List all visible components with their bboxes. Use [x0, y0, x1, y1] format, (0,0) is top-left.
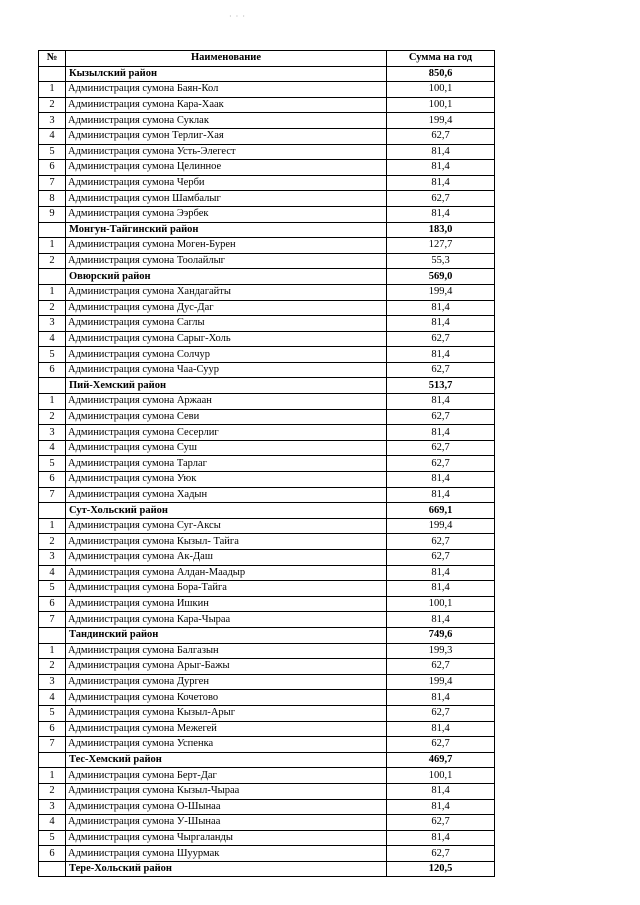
row-sum: 62,7: [387, 409, 495, 425]
row-sum: 81,4: [387, 206, 495, 222]
row-name: Администрация сумона Кызыл-Чыраа: [66, 783, 387, 799]
row-sum: 81,4: [387, 487, 495, 503]
district-row: [39, 503, 495, 519]
row-number: 2: [39, 253, 66, 269]
row-name: Администрация сумона Кочетово: [66, 690, 387, 706]
row-sum: 62,7: [387, 362, 495, 378]
row-name: Администрация сумона Кара-Хаак: [66, 97, 387, 113]
row-number: 7: [39, 737, 66, 753]
row-sum: 62,7: [387, 705, 495, 721]
row-name: Администрация сумона Усть-Элегест: [66, 144, 387, 160]
table-row: [39, 97, 495, 113]
table-row: [39, 238, 495, 254]
row-name: Администрация сумона Моген-Бурен: [66, 238, 387, 254]
row-name: Тес-Хемский район: [66, 752, 387, 768]
row-sum: 81,4: [387, 144, 495, 160]
row-number: 5: [39, 830, 66, 846]
table-row: [39, 705, 495, 721]
row-number: 1: [39, 643, 66, 659]
row-name: Администрация сумона Черби: [66, 175, 387, 191]
row-name: Администрация сумона Ээрбек: [66, 206, 387, 222]
row-number: 7: [39, 487, 66, 503]
row-name: Администрация сумона Севи: [66, 409, 387, 425]
row-number: 4: [39, 440, 66, 456]
row-number: [39, 752, 66, 768]
row-name: Администрация сумона Ишкин: [66, 596, 387, 612]
row-sum: 81,4: [387, 316, 495, 332]
row-name: Администрация сумона Хадын: [66, 487, 387, 503]
row-sum: 669,1: [387, 503, 495, 519]
table-row: [39, 846, 495, 862]
row-sum: 100,1: [387, 596, 495, 612]
row-name: Монгун-Тайгинский район: [66, 222, 387, 238]
row-sum: 81,4: [387, 721, 495, 737]
row-name: Кызылский район: [66, 66, 387, 82]
row-number: 5: [39, 144, 66, 160]
table-row: [39, 737, 495, 753]
row-number: [39, 269, 66, 285]
table-row: [39, 82, 495, 98]
row-number: 5: [39, 347, 66, 363]
row-sum: 62,7: [387, 534, 495, 550]
row-name: Администрация сумона Арыг-Бажы: [66, 659, 387, 675]
row-number: 1: [39, 768, 66, 784]
row-sum: 199,4: [387, 284, 495, 300]
district-row: [39, 66, 495, 82]
row-name: Администрация сумона Дус-Даг: [66, 300, 387, 316]
row-sum: 81,4: [387, 830, 495, 846]
row-number: 2: [39, 659, 66, 675]
row-name: Администрация сумона Кара-Чыраа: [66, 612, 387, 628]
row-name: Тандинский район: [66, 627, 387, 643]
row-sum: 81,4: [387, 472, 495, 488]
row-sum: 569,0: [387, 269, 495, 285]
row-number: 9: [39, 206, 66, 222]
header-number: №: [39, 51, 66, 67]
table-row: [39, 565, 495, 581]
row-number: [39, 627, 66, 643]
row-sum: 199,4: [387, 113, 495, 129]
table-row: [39, 144, 495, 160]
district-row: [39, 752, 495, 768]
row-sum: 100,1: [387, 97, 495, 113]
row-number: 5: [39, 705, 66, 721]
row-number: 7: [39, 612, 66, 628]
row-number: 3: [39, 799, 66, 815]
row-name: Администрация сумона Межегей: [66, 721, 387, 737]
row-sum: 81,4: [387, 799, 495, 815]
table-row: [39, 253, 495, 269]
row-sum: 81,4: [387, 175, 495, 191]
row-number: 4: [39, 128, 66, 144]
table-row: [39, 160, 495, 176]
row-name: Администрация сумона О-Шынаа: [66, 799, 387, 815]
row-sum: 81,4: [387, 347, 495, 363]
table-row: [39, 206, 495, 222]
row-name: Администрация сумона Ак-Даш: [66, 550, 387, 566]
table-row: [39, 362, 495, 378]
header-name: Наименование: [66, 51, 387, 67]
table-row: [39, 596, 495, 612]
row-sum: 62,7: [387, 456, 495, 472]
table-row: [39, 472, 495, 488]
row-sum: 850,6: [387, 66, 495, 82]
table-row: [39, 674, 495, 690]
table-row: [39, 394, 495, 410]
row-number: 2: [39, 534, 66, 550]
row-number: 6: [39, 846, 66, 862]
row-number: 4: [39, 690, 66, 706]
row-number: [39, 861, 66, 877]
row-sum: 127,7: [387, 238, 495, 254]
row-number: 3: [39, 316, 66, 332]
row-sum: 81,4: [387, 565, 495, 581]
row-name: Администрация сумона Сесерлиг: [66, 425, 387, 441]
row-sum: 199,4: [387, 674, 495, 690]
row-name: Администрация сумона Балгазын: [66, 643, 387, 659]
row-sum: 81,4: [387, 581, 495, 597]
table-row: [39, 799, 495, 815]
row-sum: 81,4: [387, 160, 495, 176]
table-row: [39, 300, 495, 316]
row-number: 4: [39, 565, 66, 581]
row-number: 7: [39, 175, 66, 191]
row-number: [39, 503, 66, 519]
row-number: 2: [39, 783, 66, 799]
district-row: [39, 222, 495, 238]
table-row: [39, 815, 495, 831]
row-sum: 81,4: [387, 690, 495, 706]
table-row: [39, 830, 495, 846]
row-number: 3: [39, 425, 66, 441]
budget-table: [38, 50, 495, 877]
row-name: Администрация сумона Дурген: [66, 674, 387, 690]
table-row: [39, 581, 495, 597]
page-mark: · · ·: [229, 12, 246, 21]
table-row: [39, 409, 495, 425]
table-row: [39, 128, 495, 144]
table-row: [39, 440, 495, 456]
row-number: 6: [39, 721, 66, 737]
table-row: [39, 768, 495, 784]
row-number: [39, 222, 66, 238]
row-number: 4: [39, 331, 66, 347]
row-sum: 62,7: [387, 550, 495, 566]
row-number: 1: [39, 82, 66, 98]
row-name: Администрация сумона Саглы: [66, 316, 387, 332]
table-row: [39, 643, 495, 659]
row-name: Администрация сумона Тарлаг: [66, 456, 387, 472]
row-number: 3: [39, 113, 66, 129]
row-name: Администрация сумона У-Шынаа: [66, 815, 387, 831]
row-number: 6: [39, 160, 66, 176]
table-header-row: [39, 51, 495, 67]
row-name: Администрация сумона Аржаан: [66, 394, 387, 410]
row-name: Администрация сумона Чаа-Суур: [66, 362, 387, 378]
row-number: [39, 66, 66, 82]
district-row: [39, 627, 495, 643]
row-name: Администрация сумона Успенка: [66, 737, 387, 753]
row-number: 6: [39, 472, 66, 488]
row-name: Администрация сумона Целинное: [66, 160, 387, 176]
row-sum: 62,7: [387, 737, 495, 753]
table-body: [39, 66, 495, 877]
row-name: Сут-Хольский район: [66, 503, 387, 519]
row-sum: 199,3: [387, 643, 495, 659]
row-name: Администрация сумона Шуурмак: [66, 846, 387, 862]
row-number: 3: [39, 550, 66, 566]
row-sum: 100,1: [387, 768, 495, 784]
row-sum: 62,7: [387, 440, 495, 456]
row-number: 5: [39, 581, 66, 597]
row-name: Тере-Хольский район: [66, 861, 387, 877]
row-sum: 81,4: [387, 783, 495, 799]
row-number: 6: [39, 362, 66, 378]
row-name: Администрация сумона Хандагайты: [66, 284, 387, 300]
row-name: Администрация сумона Тоолайлыг: [66, 253, 387, 269]
table-row: [39, 425, 495, 441]
row-number: 2: [39, 97, 66, 113]
row-sum: 62,7: [387, 331, 495, 347]
row-sum: 81,4: [387, 300, 495, 316]
table-row: [39, 721, 495, 737]
row-name: Администрация сумона Кызыл- Тайга: [66, 534, 387, 550]
row-name: Администрация сумон Терлиг-Хая: [66, 128, 387, 144]
row-number: 3: [39, 674, 66, 690]
row-sum: 749,6: [387, 627, 495, 643]
row-name: Администрация сумона Сарыг-Холь: [66, 331, 387, 347]
table-row: [39, 659, 495, 675]
row-sum: 55,3: [387, 253, 495, 269]
table-row: [39, 113, 495, 129]
row-name: Овюрский район: [66, 269, 387, 285]
row-sum: 199,4: [387, 518, 495, 534]
row-sum: 62,7: [387, 659, 495, 675]
row-name: Администрация сумона Суш: [66, 440, 387, 456]
row-sum: 81,4: [387, 394, 495, 410]
row-number: 1: [39, 394, 66, 410]
header-sum: Сумма на год: [387, 51, 495, 67]
row-sum: 120,5: [387, 861, 495, 877]
row-number: 6: [39, 596, 66, 612]
table-row: [39, 550, 495, 566]
row-name: Администрация сумон Шамбалыг: [66, 191, 387, 207]
table-row: [39, 456, 495, 472]
row-sum: 81,4: [387, 425, 495, 441]
row-sum: 513,7: [387, 378, 495, 394]
table-row: [39, 316, 495, 332]
row-sum: 62,7: [387, 846, 495, 862]
district-row: [39, 861, 495, 877]
row-name: Администрация сумона Чыргаланды: [66, 830, 387, 846]
district-row: [39, 269, 495, 285]
row-sum: 100,1: [387, 82, 495, 98]
row-name: Администрация сумона Суг-Аксы: [66, 518, 387, 534]
district-row: [39, 378, 495, 394]
table-row: [39, 690, 495, 706]
row-name: Администрация сумона Берт-Даг: [66, 768, 387, 784]
table-row: [39, 518, 495, 534]
row-name: Администрация сумона Алдан-Маадыр: [66, 565, 387, 581]
table-row: [39, 347, 495, 363]
row-name: Администрация сумона Кызыл-Арыг: [66, 705, 387, 721]
row-name: Администрация сумона Солчур: [66, 347, 387, 363]
table-row: [39, 331, 495, 347]
table-row: [39, 534, 495, 550]
table-row: [39, 487, 495, 503]
table-row: [39, 612, 495, 628]
row-name: Администрация сумона Бора-Тайга: [66, 581, 387, 597]
table-row: [39, 284, 495, 300]
row-number: 1: [39, 238, 66, 254]
row-name: Администрация сумона Баян-Кол: [66, 82, 387, 98]
row-name: Пий-Хемский район: [66, 378, 387, 394]
row-number: 4: [39, 815, 66, 831]
row-sum: 183,0: [387, 222, 495, 238]
row-name: Администрация сумона Уюк: [66, 472, 387, 488]
table-row: [39, 783, 495, 799]
row-name: Администрация сумона Суклак: [66, 113, 387, 129]
row-sum: 62,7: [387, 815, 495, 831]
row-number: 5: [39, 456, 66, 472]
row-sum: 469,7: [387, 752, 495, 768]
row-number: [39, 378, 66, 394]
table-row: [39, 191, 495, 207]
row-number: 1: [39, 284, 66, 300]
row-sum: 62,7: [387, 128, 495, 144]
row-number: 8: [39, 191, 66, 207]
row-number: 1: [39, 518, 66, 534]
table-row: [39, 175, 495, 191]
row-sum: 62,7: [387, 191, 495, 207]
row-sum: 81,4: [387, 612, 495, 628]
row-number: 2: [39, 300, 66, 316]
row-number: 2: [39, 409, 66, 425]
